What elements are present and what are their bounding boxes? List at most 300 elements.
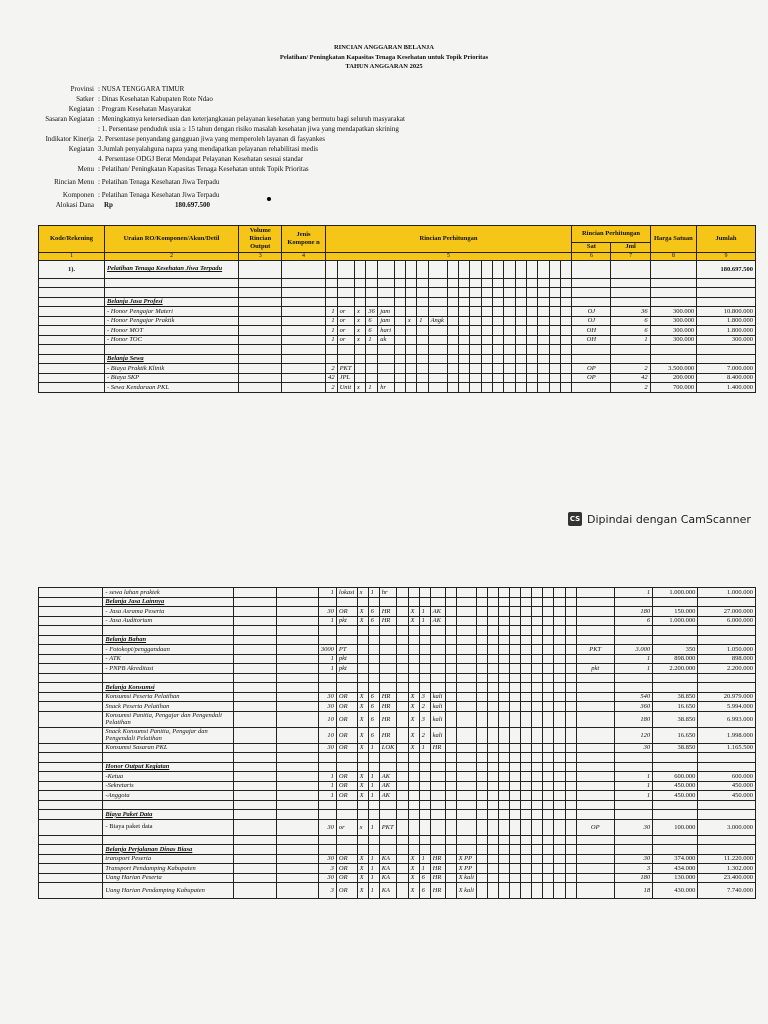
cell-calc: 1 [417, 316, 428, 326]
cell-calc [521, 683, 532, 693]
cell-calc: pkt [336, 616, 357, 626]
cell-calc [456, 819, 476, 835]
cell-calc [488, 607, 499, 617]
cell-sat [576, 588, 614, 598]
table-row [39, 626, 756, 636]
cell-calc: X [357, 772, 368, 782]
cell-calc [488, 762, 499, 772]
cell-uraian: - Jasa Asrama Peserta [103, 607, 234, 617]
cell-jml: 1 [614, 654, 652, 664]
cell-calc [447, 307, 458, 317]
cell-jumlah: 300.000 [697, 335, 756, 345]
cell-calc [355, 354, 366, 364]
cell-calc [456, 727, 476, 743]
cell-calc [526, 278, 537, 288]
cell-calc [336, 635, 357, 645]
cell-jml: 120 [614, 727, 652, 743]
cell-jenis [276, 781, 318, 791]
cell-harga: 150.000 [653, 607, 698, 617]
cell-calc [397, 654, 408, 664]
cell-calc [554, 772, 565, 782]
info-row [20, 104, 405, 114]
cell-calc: 30 [318, 873, 336, 883]
cell-calc [417, 345, 428, 355]
cell-calc [488, 616, 499, 626]
cell-calc [378, 354, 394, 364]
cell-calc [543, 607, 554, 617]
cell-jumlah [698, 800, 756, 810]
cell-calc [510, 800, 521, 810]
cell-calc: 2 [419, 727, 430, 743]
cell-calc [543, 753, 554, 763]
cell-calc [318, 683, 336, 693]
info-label: Kegiatan [68, 145, 94, 153]
cell-jumlah: 5.994.000 [698, 702, 756, 712]
cell-harga [653, 673, 698, 683]
cell-calc [368, 845, 379, 855]
cell-calc [394, 278, 405, 288]
cell-calc [488, 854, 499, 864]
cell-kode [39, 692, 103, 702]
table-row [39, 692, 756, 702]
cell-calc [456, 711, 476, 727]
cell-calc [408, 819, 419, 835]
cell-jenis [282, 383, 325, 393]
cell-calc [565, 845, 576, 855]
cell-sat [572, 260, 611, 278]
cell-calc: OR [336, 854, 357, 864]
cell-jenis [276, 607, 318, 617]
cell-calc: X [408, 864, 419, 874]
cell-calc [521, 654, 532, 664]
cell-calc [355, 373, 366, 383]
cell-volume [239, 373, 282, 383]
cell-calc [565, 588, 576, 598]
cell-harga [653, 835, 698, 845]
cell-calc: X [357, 791, 368, 801]
cell-calc: 2 [325, 364, 337, 374]
info-row [20, 154, 405, 164]
cell-calc [499, 626, 510, 636]
cell-calc [394, 260, 405, 278]
cell-kode [39, 673, 103, 683]
cell-calc [504, 297, 515, 307]
cell-calc [488, 654, 499, 664]
cell-volume [234, 762, 276, 772]
cell-calc [549, 326, 560, 336]
cell-calc: Angk [428, 316, 447, 326]
cell-calc [397, 626, 408, 636]
cell-calc [515, 316, 526, 326]
cell-calc: X [357, 864, 368, 874]
cell-calc: 30 [318, 692, 336, 702]
cell-calc [554, 791, 565, 801]
cell-calc [521, 607, 532, 617]
cell-jenis [276, 845, 318, 855]
cell-uraian: - Honor Pengajar Materi [105, 307, 239, 317]
cell-calc [532, 845, 543, 855]
cell-calc [492, 373, 503, 383]
cell-calc [379, 753, 397, 763]
cell-sat [576, 635, 614, 645]
column-number: 8 [650, 252, 696, 260]
cell-calc [477, 673, 488, 683]
header-uraian: Uraian RO/Komponen/Akun/Detil [105, 226, 239, 253]
cell-calc [447, 278, 458, 288]
cell-calc [554, 607, 565, 617]
cell-calc [447, 297, 458, 307]
cell-calc [499, 781, 510, 791]
cell-harga: 700.000 [650, 383, 696, 393]
cell-jumlah: 1.800.000 [697, 316, 756, 326]
cell-volume [239, 345, 282, 355]
cell-calc [379, 845, 397, 855]
column-number: 3 [239, 252, 282, 260]
cell-calc [445, 597, 456, 607]
cell-volume [234, 702, 276, 712]
cell-uraian [105, 288, 239, 298]
cell-calc [543, 762, 554, 772]
cell-calc [379, 654, 397, 664]
cell-volume [234, 835, 276, 845]
cell-calc: HR [430, 854, 445, 864]
cell-calc [378, 288, 394, 298]
cell-calc [477, 607, 488, 617]
cell-jenis [276, 702, 318, 712]
cell-calc: 3 [419, 711, 430, 727]
cell-calc: 6 [419, 883, 430, 899]
cell-harga [653, 597, 698, 607]
cell-calc [560, 278, 571, 288]
cell-harga: 3.500.000 [650, 364, 696, 374]
cell-calc [526, 297, 537, 307]
cell-sat [576, 692, 614, 702]
cell-calc [554, 800, 565, 810]
cell-calc [336, 753, 357, 763]
cell-calc [510, 810, 521, 820]
cell-calc: AK [430, 616, 445, 626]
table-row [39, 727, 756, 743]
cell-calc [521, 864, 532, 874]
info-row [20, 200, 405, 210]
cell-calc: 1 [368, 743, 379, 753]
table-row [39, 883, 756, 899]
cell-calc [355, 260, 366, 278]
cell-jenis [276, 654, 318, 664]
cell-calc [408, 762, 419, 772]
cell-calc: jam [378, 307, 394, 317]
cell-calc [492, 288, 503, 298]
cell-calc [397, 711, 408, 727]
cell-sat [576, 781, 614, 791]
cell-calc [554, 781, 565, 791]
cell-calc [458, 383, 469, 393]
cell-calc [357, 664, 368, 674]
cell-calc [510, 673, 521, 683]
cell-calc [526, 335, 537, 345]
info-value: : Pelatihan Tenaga Kesehatan Jiwa Terpadu [98, 178, 220, 186]
table-row [39, 297, 756, 307]
cell-jml [614, 635, 652, 645]
cell-calc [397, 645, 408, 655]
table-row [39, 616, 756, 626]
info-block [20, 84, 405, 210]
cell-calc [419, 597, 430, 607]
info-row [20, 94, 405, 104]
cell-calc [532, 800, 543, 810]
cell-calc [510, 781, 521, 791]
cell-calc [565, 664, 576, 674]
cell-calc [408, 683, 419, 693]
cell-calc [554, 864, 565, 874]
cell-calc [447, 335, 458, 345]
cell-volume [234, 772, 276, 782]
cell-harga: 38.850 [653, 743, 698, 753]
table-header-row [39, 226, 756, 243]
cell-calc [357, 683, 368, 693]
cell-calc [428, 335, 447, 345]
cell-kode [39, 307, 105, 317]
cell-calc [499, 616, 510, 626]
cell-calc [521, 626, 532, 636]
cell-calc [560, 335, 571, 345]
cell-volume [234, 864, 276, 874]
cell-calc [445, 800, 456, 810]
cell-jml: 42 [611, 373, 650, 383]
cell-calc [394, 335, 405, 345]
info-label: Rincian Menu [54, 178, 94, 186]
cell-jenis [276, 664, 318, 674]
cell-sat [576, 873, 614, 883]
cell-calc [357, 835, 368, 845]
cell-kode [39, 278, 105, 288]
cell-calc [532, 645, 543, 655]
cell-calc [428, 307, 447, 317]
cell-calc [521, 810, 532, 820]
cell-calc [538, 326, 549, 336]
cell-calc [368, 835, 379, 845]
cell-calc [379, 664, 397, 674]
cell-sat [576, 673, 614, 683]
cell-jenis [282, 345, 325, 355]
cell-jenis [276, 673, 318, 683]
cell-calc: HR [379, 692, 397, 702]
cell-calc [357, 654, 368, 664]
cell-jenis [282, 278, 325, 288]
cell-calc [504, 288, 515, 298]
document-subtitle: Pelatihan/ Peningkatan Kapasitas Tenaga Kesehatan untuk Topik Prioritas [279, 54, 489, 61]
cell-calc: 1 [325, 326, 337, 336]
info-row [20, 124, 405, 134]
cell-calc [357, 645, 368, 655]
cell-jml: 3 [614, 864, 652, 874]
info-value: : Pelatihan Tenaga Kesehatan Jiwa Terpadu [98, 191, 220, 199]
cell-kode: 1). [39, 260, 105, 278]
cell-sat [572, 345, 611, 355]
cell-jenis [282, 326, 325, 336]
cell-calc [336, 626, 357, 636]
info-label: Alokasi Dana [55, 201, 94, 209]
cell-uraian: Snack Konsumsi Panitia, Pengajar dan Pengendali Pelatihan [103, 727, 234, 743]
cell-sat [576, 800, 614, 810]
cell-calc [325, 354, 337, 364]
cell-calc [560, 326, 571, 336]
cell-calc: AK [379, 772, 397, 782]
cell-calc [554, 845, 565, 855]
scanned-page-2 [0, 580, 768, 1024]
cell-calc [499, 810, 510, 820]
cell-calc: kali [430, 692, 445, 702]
cell-calc [428, 345, 447, 355]
cell-calc [532, 883, 543, 899]
cell-calc [470, 364, 481, 374]
info-label: Kegiatan [68, 105, 94, 113]
cell-sat [576, 762, 614, 772]
cell-jumlah [698, 626, 756, 636]
cell-sat [576, 654, 614, 664]
cell-calc [408, 810, 419, 820]
cell-calc: 10 [318, 727, 336, 743]
cell-calc [499, 762, 510, 772]
cell-calc [492, 316, 503, 326]
cell-calc [565, 800, 576, 810]
cell-calc [565, 673, 576, 683]
cell-calc: x [355, 316, 366, 326]
cell-calc [379, 762, 397, 772]
cell-calc [543, 588, 554, 598]
cell-calc [318, 835, 336, 845]
cell-calc [565, 626, 576, 636]
cell-calc [445, 743, 456, 753]
cell-calc [499, 800, 510, 810]
cell-calc [477, 588, 488, 598]
cell-calc [510, 835, 521, 845]
cell-calc: X [357, 616, 368, 626]
table-row [39, 864, 756, 874]
cell-calc [336, 800, 357, 810]
cell-calc [355, 278, 366, 288]
cell-sat [576, 626, 614, 636]
cell-calc: OR [336, 692, 357, 702]
cell-calc [456, 791, 476, 801]
cell-uraian: Transport Pendamping Kabupaten [103, 864, 234, 874]
cell-calc [419, 753, 430, 763]
cell-calc [408, 835, 419, 845]
cell-calc [394, 307, 405, 317]
cell-jenis [276, 616, 318, 626]
cell-calc [325, 278, 337, 288]
cell-sat: PKT [576, 645, 614, 655]
cell-jumlah: 20.979.000 [698, 692, 756, 702]
cell-calc [417, 383, 428, 393]
cell-jml [611, 297, 650, 307]
cell-sat [576, 702, 614, 712]
table-row [39, 781, 756, 791]
cell-calc [456, 692, 476, 702]
cell-calc: 30 [318, 819, 336, 835]
cell-calc [379, 626, 397, 636]
cell-uraian: - PNPB Akreditasi [103, 664, 234, 674]
cell-calc [515, 307, 526, 317]
cell-calc [499, 835, 510, 845]
info-value: : Pelatihan/ Peningkatan Kapasitas Tenaga Kesehatan untuk Topik Prioritas [98, 165, 309, 173]
cell-calc [565, 645, 576, 655]
cell-jenis [276, 864, 318, 874]
cell-calc [554, 588, 565, 598]
cell-jenis [276, 727, 318, 743]
cell-calc [565, 727, 576, 743]
cell-calc [499, 607, 510, 617]
cell-jumlah [698, 753, 756, 763]
cell-jml [614, 845, 652, 855]
cell-kode [39, 683, 103, 693]
cell-calc: PT [336, 645, 357, 655]
cell-harga [653, 800, 698, 810]
cell-calc [456, 762, 476, 772]
cell-jml [614, 597, 652, 607]
cell-calc [417, 373, 428, 383]
cell-calc [417, 260, 428, 278]
cell-calc [543, 635, 554, 645]
cell-calc [397, 772, 408, 782]
cell-calc [515, 288, 526, 298]
cell-calc [430, 664, 445, 674]
cell-uraian [103, 753, 234, 763]
cell-calc [470, 278, 481, 288]
cell-calc [554, 854, 565, 864]
cell-calc [515, 373, 526, 383]
cell-calc [526, 345, 537, 355]
cell-kode [39, 645, 103, 655]
cell-calc [397, 835, 408, 845]
cell-calc [554, 645, 565, 655]
cell-calc [397, 743, 408, 753]
cell-calc [488, 727, 499, 743]
cell-calc: 2 [325, 383, 337, 393]
table-row [39, 810, 756, 820]
cell-harga [653, 753, 698, 763]
cell-uraian: - sewa lahan praktek [103, 588, 234, 598]
cell-calc [549, 297, 560, 307]
cell-harga: 300.000 [650, 335, 696, 345]
cell-calc [379, 835, 397, 845]
cell-calc [408, 654, 419, 664]
cell-calc [397, 791, 408, 801]
cell-calc [521, 753, 532, 763]
cell-calc [378, 260, 394, 278]
cell-calc [488, 635, 499, 645]
cell-calc: X [408, 727, 419, 743]
cell-calc [379, 673, 397, 683]
cell-calc [532, 743, 543, 753]
cell-calc [510, 654, 521, 664]
cell-calc [445, 673, 456, 683]
cell-calc: X [357, 727, 368, 743]
info-label: Menu [77, 165, 94, 173]
cell-calc [515, 335, 526, 345]
cell-calc [336, 597, 357, 607]
cell-calc: 1 [366, 335, 378, 345]
cell-calc [560, 316, 571, 326]
column-number: 7 [611, 252, 650, 260]
cell-calc [419, 781, 430, 791]
cell-calc [430, 810, 445, 820]
cell-calc [521, 711, 532, 727]
cell-calc [428, 297, 447, 307]
cell-calc [397, 753, 408, 763]
cell-calc [445, 727, 456, 743]
cell-calc [488, 645, 499, 655]
